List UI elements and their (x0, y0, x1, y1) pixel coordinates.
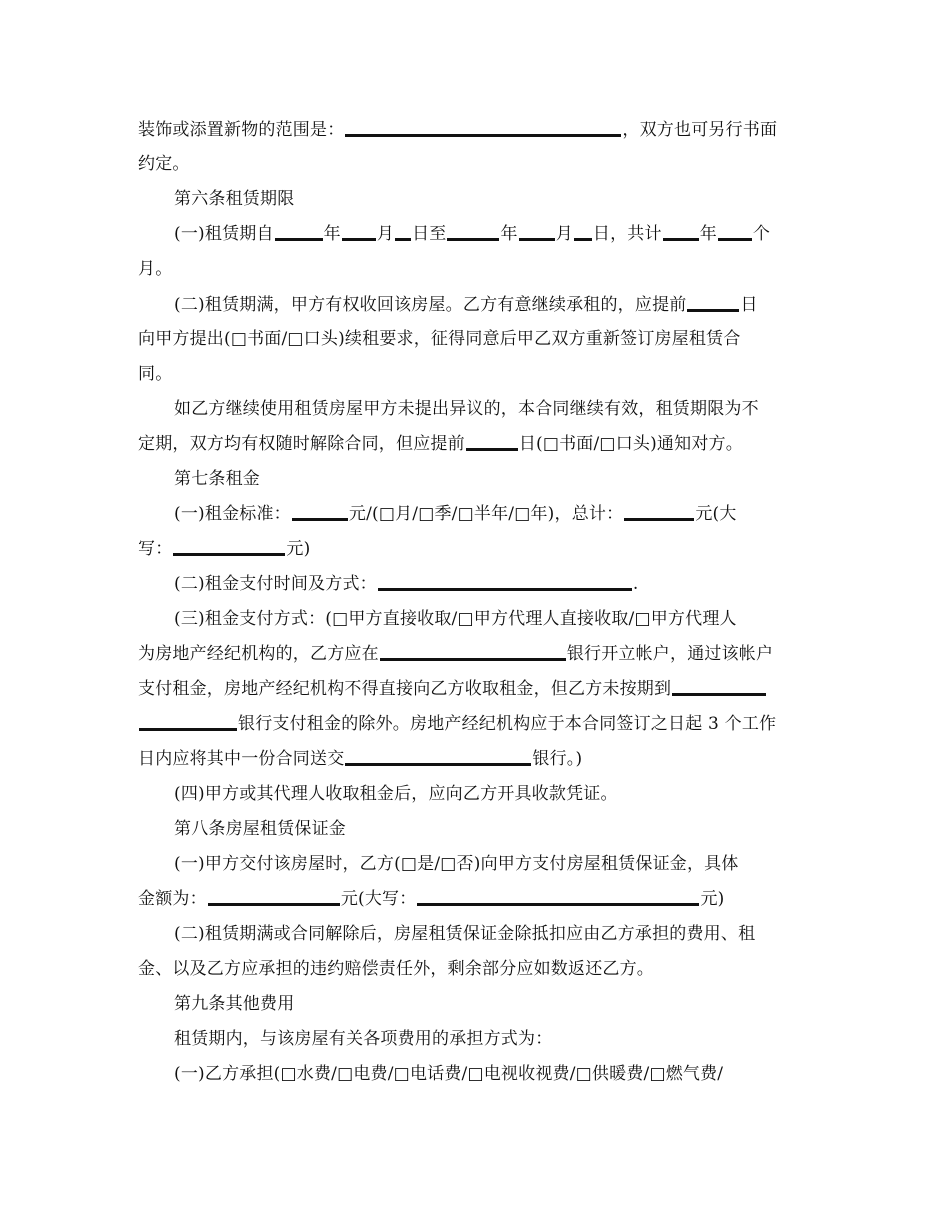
text-line (174, 817, 818, 841)
text-segment: 租赁期内，与该房屋有关各项费用的承担方式为： (174, 1029, 553, 1049)
text-segment: (四)甲方或其代理人收取租金后，应向乙方开具收款凭证。 (174, 784, 618, 804)
text-segment: 元(大写： (340, 889, 417, 909)
text-line (174, 852, 818, 876)
text-segment: 日 (740, 295, 758, 315)
fill-in-blank[interactable] (342, 238, 376, 241)
text-line (174, 922, 818, 946)
text-line (138, 887, 818, 911)
fill-in-blank[interactable] (687, 309, 739, 312)
text-line (174, 187, 818, 211)
text-line (138, 432, 818, 456)
text-segment: 第九条其他费用 (174, 994, 295, 1014)
text-segment: 元(大 (695, 504, 737, 524)
text-line (174, 1027, 818, 1051)
text-segment: ，双方也可另行书面 (622, 120, 778, 140)
text-segment: 元) (700, 889, 725, 909)
text-segment: (一)乙方承担(□水费/□电费/□电话费/□电视收视费/□供暖费/□燃气费/ (174, 1064, 724, 1084)
text-line (174, 293, 818, 317)
text-line (138, 152, 818, 176)
text-segment: 支付租金，房地产经纪机构不得直接向乙方收取租金，但乙方未按期到 (138, 679, 672, 699)
text-line (138, 537, 818, 561)
text-segment: . (632, 574, 639, 594)
text-line (138, 362, 818, 386)
fill-in-blank[interactable] (466, 448, 518, 451)
text-segment: 日，共计 (592, 224, 662, 244)
text-line (138, 118, 818, 142)
text-line (174, 992, 818, 1016)
text-segment: 银行支付租金的除外。房地产经纪机构应于本合同签订之日起 3 个工作 (238, 714, 777, 734)
text-segment: 月 (555, 224, 573, 244)
text-segment: 元/(□月/□季/□半年/□年)，总计： (348, 504, 624, 524)
text-segment: 为房地产经纪机构的，乙方应在 (138, 644, 379, 664)
text-line (138, 957, 818, 981)
text-segment: 年 (500, 224, 518, 244)
text-line (174, 572, 818, 596)
text-segment: 约定。 (138, 154, 190, 174)
text-segment: 月。 (138, 259, 173, 279)
fill-in-blank[interactable] (447, 238, 499, 241)
text-segment: (二)租赁期满，甲方有权收回该房屋。乙方有意继续承租的，应提前 (174, 295, 687, 315)
text-segment: 定期，双方均有权随时解除合同，但应提前 (138, 434, 465, 454)
text-segment: 第八条房屋租赁保证金 (174, 819, 346, 839)
text-line (138, 747, 818, 771)
text-segment: (一)租金标准： (174, 504, 291, 524)
fill-in-blank[interactable] (380, 658, 566, 661)
text-segment: 装饰或添置新物的范围是： (138, 120, 345, 140)
text-line (138, 677, 818, 701)
text-segment: (一)甲方交付该房屋时，乙方(□是/□否)向甲方支付房屋租赁保证金，具体 (174, 854, 739, 874)
fill-in-blank[interactable] (208, 903, 340, 906)
fill-in-blank[interactable] (345, 134, 621, 137)
text-segment: 年 (323, 224, 341, 244)
text-line (174, 397, 818, 421)
text-segment: (一)租赁期自 (174, 224, 274, 244)
fill-in-blank[interactable] (519, 238, 555, 241)
fill-in-blank[interactable] (292, 518, 348, 521)
text-segment: (三)租金支付方式：(□甲方直接收取/□甲方代理人直接收取/□甲方代理人 (174, 609, 737, 629)
text-segment: 金额为： (138, 889, 207, 909)
fill-in-blank[interactable] (275, 238, 323, 241)
fill-in-blank[interactable] (395, 238, 411, 241)
text-line (138, 327, 818, 351)
fill-in-blank[interactable] (378, 588, 632, 591)
fill-in-blank[interactable] (663, 238, 699, 241)
text-segment: 年 (699, 224, 717, 244)
fill-in-blank[interactable] (173, 553, 285, 556)
text-segment: 日至 (412, 224, 447, 244)
fill-in-blank[interactable] (345, 763, 531, 766)
text-segment: 第六条租赁期限 (174, 189, 295, 209)
text-segment: 日(□书面/□口头)通知对方。 (518, 434, 743, 454)
text-line (174, 1062, 818, 1086)
text-segment: 元) (286, 539, 311, 559)
fill-in-blank[interactable] (624, 518, 694, 521)
fill-in-blank[interactable] (718, 238, 752, 241)
text-segment: 月 (376, 224, 395, 244)
text-line (174, 502, 818, 526)
text-segment: 银行开立帐户，通过该帐户 (566, 644, 774, 664)
text-line (174, 782, 818, 806)
text-line (138, 642, 818, 666)
text-line (174, 222, 818, 246)
text-segment: 银行。) (532, 749, 583, 769)
text-line (138, 257, 818, 281)
text-segment: 如乙方继续使用租赁房屋甲方未提出异议的，本合同继续有效，租赁期限为不 (174, 399, 759, 419)
text-line (138, 712, 818, 736)
fill-in-blank[interactable] (672, 693, 766, 696)
text-segment: 向甲方提出(□书面/□口头)续租要求，征得同意后甲乙双方重新签订房屋租赁合 (138, 329, 741, 349)
fill-in-blank[interactable] (417, 903, 699, 906)
text-segment: 金、以及乙方应承担的违约赔偿责任外，剩余部分应如数返还乙方。 (138, 959, 654, 979)
text-line (174, 467, 818, 491)
text-segment: 日内应将其中一份合同送交 (138, 749, 345, 769)
text-segment: 同。 (138, 364, 173, 384)
text-segment: 个 (752, 224, 771, 244)
text-segment: (二)租金支付时间及方式： (174, 574, 377, 594)
fill-in-blank[interactable] (574, 238, 592, 241)
text-segment: 写： (138, 539, 173, 559)
text-segment: (二)租赁期满或合同解除后，房屋租赁保证金除抵扣应由乙方承担的费用、租 (174, 924, 756, 944)
fill-in-blank[interactable] (139, 728, 237, 731)
text-segment: 第七条租金 (174, 469, 260, 489)
text-line (174, 607, 818, 631)
